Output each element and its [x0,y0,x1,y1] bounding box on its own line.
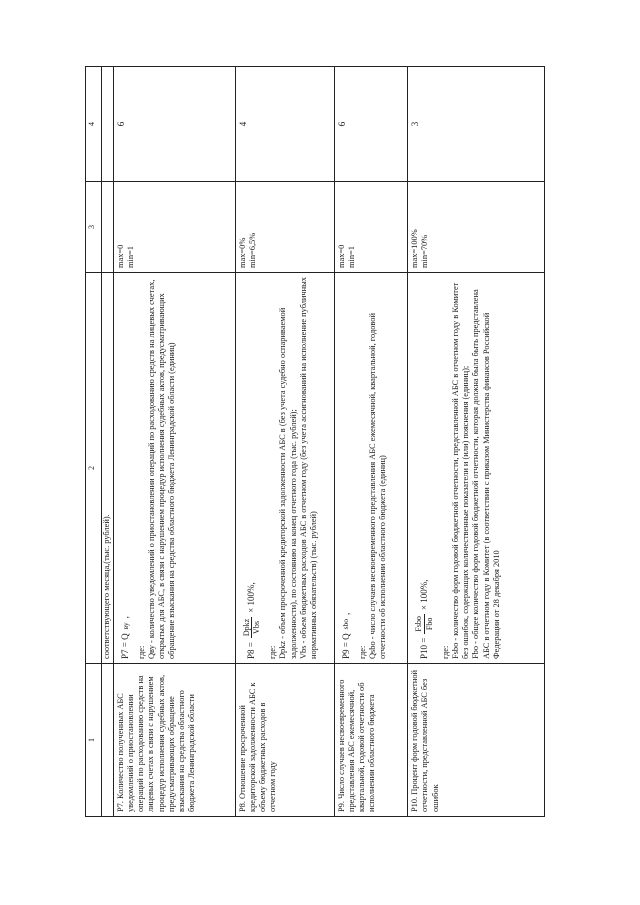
where-label: где: [136,645,146,659]
table-row-p10 [408,67,545,817]
indicators-table [85,66,545,817]
limit-max: max=0% [237,237,247,268]
limit-max: max=100% [410,229,420,268]
limits-cell [113,182,235,273]
formula-tail: , [340,612,351,615]
where-label: где: [440,645,450,659]
formula-numerator: Fsbo [414,616,424,632]
formula-lhs: P7 = Q [119,633,130,659]
header-col-3: 3 [86,182,102,273]
variable-description: Fsbo - количество форм годовой бюджетной отчетности, представленной АБС в отчетном году в Комитет без ошибок, содержащих количественные показатели и (или) пояснения (единиц); [450,282,471,659]
limits-cell [334,182,408,273]
formula-lhs: P10 = [418,637,429,659]
formula-denominator: Vbs [252,621,262,634]
header-col-2: 2 [86,273,102,664]
continuation-row [101,67,113,817]
header-row [86,67,102,817]
formula-sub: sbo [341,618,351,630]
limit-min: min=6,5% [247,232,257,268]
limits-cell [408,182,545,273]
formula [242,277,263,659]
table-row-p7 [113,67,235,817]
continuation-cell-4 [101,67,113,182]
table-row-p8 [235,67,334,817]
variable-description: Dpkz - объем просроченной кредиторской задолженности АБС в (без учета судебно оспариваемой задолженности), по состоянию на конец отчетного года (тыс. рублей); [278,307,298,659]
limits-cell [235,182,334,273]
formula [341,277,352,659]
points-cell: 6 [334,67,408,182]
formula-numerator: Dpkz [241,618,251,637]
formula-tail: , [119,616,130,619]
indicator-formula-cell [408,273,545,664]
indicator-formula-cell [334,273,408,664]
table-row-p9 [334,67,408,817]
rotated-table-wrapper [85,87,545,817]
formula-fraction [242,617,263,638]
formula [414,277,435,659]
formula-tail: × 100%, [418,579,429,611]
header-col-1: 1 [86,664,102,817]
indicator-formula-cell [113,273,235,664]
formula-lhs: P9 = Q [340,633,351,659]
points-cell: 3 [408,67,545,182]
variable-description: Qsbo - число случаев несвоевременного представления АБС ежемесячной, квартальной, годовой отчетности об исполнении областного бюджета (единиц) [367,313,388,659]
formula-sub: ву [120,622,130,630]
variable-description: Fbo - общее количество форм годовой бюджетной отчетности, которая должна была быть представлена АБС в отчетном году в Комитет (в соответствии с приказом Министерства финансов Российской Федерации от 28 декабря 2010 [471,289,501,659]
continuation-cell-1 [101,664,113,817]
continuation-text: соответствующего месяца,(тыс. рублей). [101,273,113,664]
indicator-name: Р10. Процент форм годовой бюджетной отчетности, представленной АБС без ошибок [408,664,545,817]
variable-description: Qву - количество уведомлений о приостановлении операций по расходованию средств на лицевых счетах, открытых для АБС, в связи с нарушением процедур исполнения судебных актов, предусматривающих обращение взыскания на средства областного бюджета Ленинградской области (единиц) [146,279,177,659]
limit-max: max=0 [336,244,346,268]
limit-max: max=0 [115,244,125,268]
formula [120,277,131,659]
formula-lhs: P8 = [246,642,257,659]
where-label: где: [268,645,278,659]
formula-denominator: Fbo [424,617,434,631]
limit-min: min=1 [125,246,135,268]
indicator-formula-cell [235,273,334,664]
indicator-name: Р9. Число случаев несвоевременного представления АБС ежемесячной, квартальной, годовой отчетности об исполнении областного бюджета [334,664,408,817]
continuation-cell-3 [101,182,113,273]
indicator-name: Р7. Количество полученных АБС уведомлений о приостановлении операций по расходованию средств на лицевых счетах в связи с нарушением процедур исполнения судебных актов, предусматривающих обращение взыскания на средства областного бюджета Ленинградской области [113,664,235,817]
limit-min: min=1 [346,246,356,268]
points-cell: 6 [113,67,235,182]
where-label: где: [357,645,367,659]
header-col-4: 4 [86,67,102,182]
variable-description: Vbs - объем бюджетных расходов АБС в отчетном году (без учета ассигнований на исполнение публичных нормативных обязательств) (тыс. рублей) [298,277,319,659]
points-cell: 4 [235,67,334,182]
formula-fraction [414,614,435,634]
limit-min: min=70% [420,234,430,268]
formula-tail: × 100%, [246,582,257,613]
indicator-name: Р8. Отношение просроченной кредиторской задолженности АБС к объему бюджетных расходов в отчетном году [235,664,334,817]
